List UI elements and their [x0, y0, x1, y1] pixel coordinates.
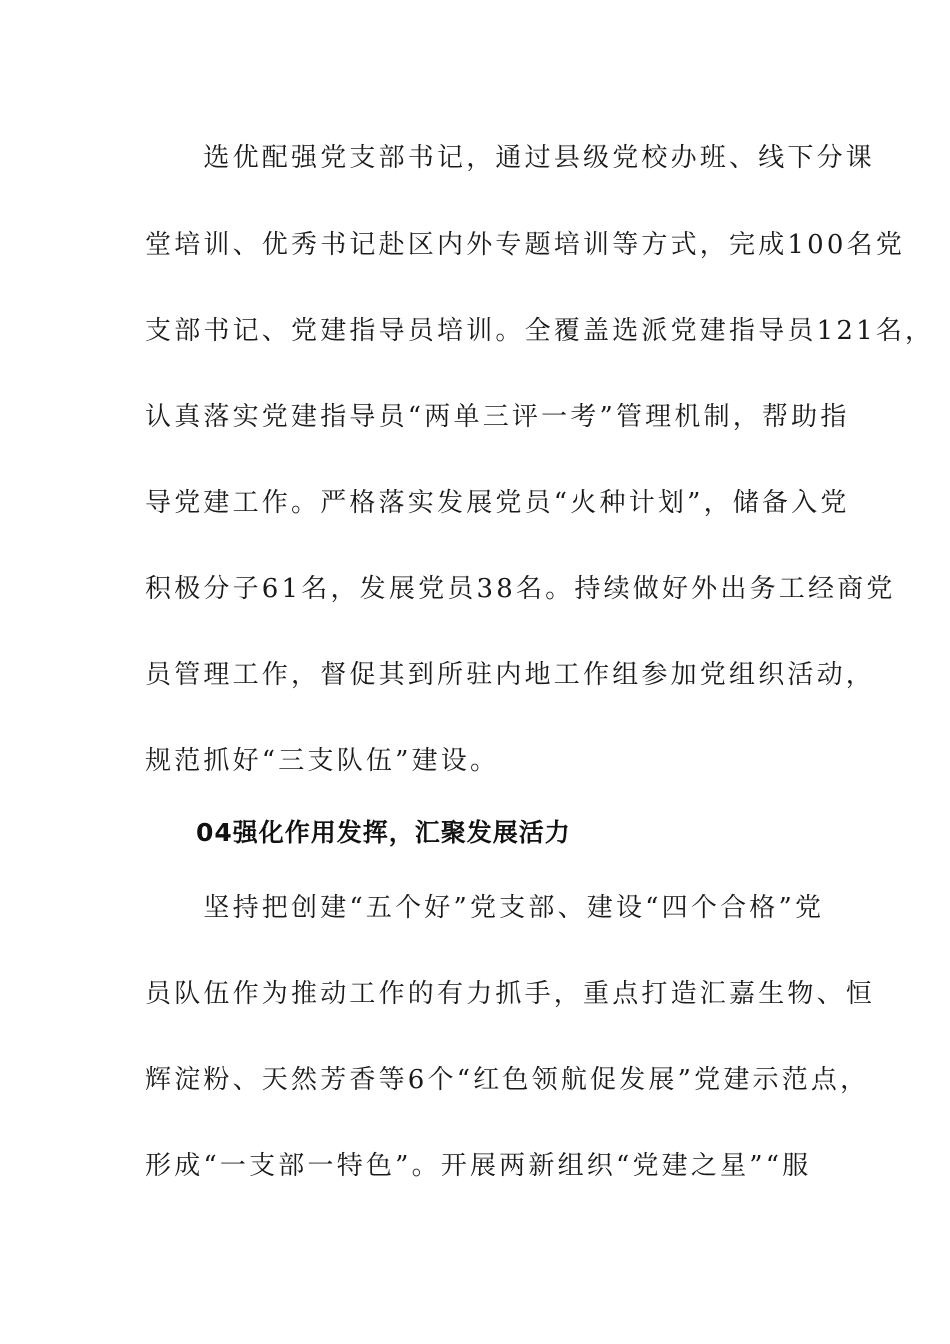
paragraph-2-line-2: 员队伍作为推动工作的有力抓手，重点打造汇嘉生物、恒 — [145, 979, 876, 1009]
paragraph-1-line-7: 员管理工作，督促其到所驻内地工作组参加党组织活动， — [145, 660, 876, 690]
paragraph-1-line-2: 堂培训、优秀书记赴区内外专题培训等方式，完成100名党 — [145, 230, 906, 260]
paragraph-1-line-6: 积极分子61名，发展党员38名。持续做好外出务工经商党 — [145, 574, 896, 604]
paragraph-2-line-4: 形成“一支部一特色”。开展两新组织“党建之星”“服 — [145, 1151, 812, 1181]
paragraph-1-line-5: 导党建工作。严格落实发展党员“火种计划”，储备入党 — [145, 488, 850, 518]
paragraph-1-line-8: 规范抓好“三支队伍”建设。 — [145, 746, 500, 776]
paragraph-2-line-1: 坚持把创建“五个好”党支部、建设“四个合格”党 — [145, 893, 825, 923]
paragraph-1-line-4: 认真落实党建指导员“两单三评一考”管理机制，帮助指 — [145, 402, 850, 432]
paragraph-2-line-3: 辉淀粉、天然芳香等6个“红色领航促发展”党建示范点， — [145, 1065, 870, 1095]
paragraph-1-line-3: 支部书记、党建指导员培训。全覆盖选派党建指导员121名， — [145, 316, 935, 346]
paragraph-1-line-1: 选优配强党支部书记，通过县级党校办班、线下分课 — [145, 143, 876, 173]
section-heading: 04强化作用发挥，汇聚发展活力 — [196, 818, 571, 847]
